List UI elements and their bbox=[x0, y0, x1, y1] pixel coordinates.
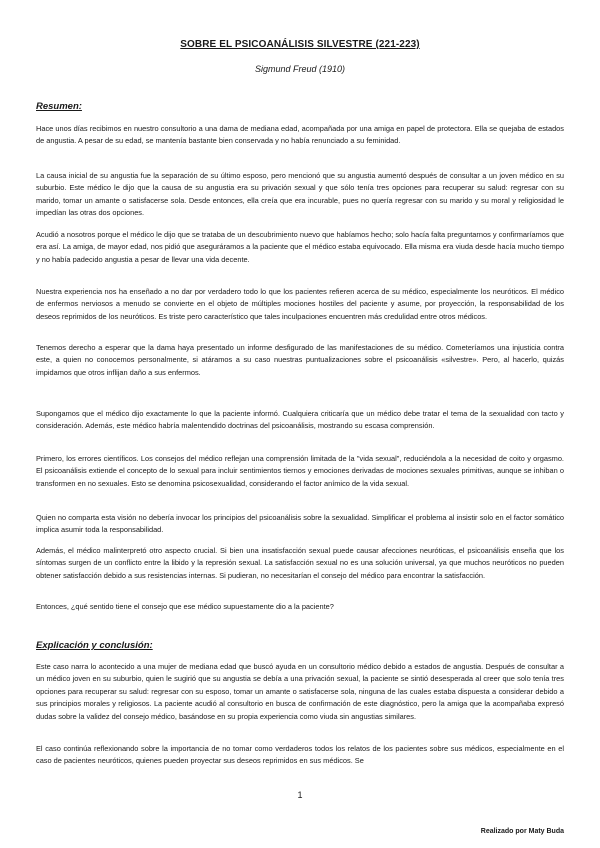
paragraph: Nuestra experiencia nos ha enseñado a no dar por verdadero todo lo que los pacientes refieren acerca de su médico, especialmente los neuróticos. El médico de enfermos nerviosos a menudo se convierte en el objeto de múltiples mociones hostiles del paciente y asume, por proyección, la responsabilidad de los deseos reprimidos de los neuróticos. Es triste pero característico que tales inculpaciones encuentren más credulidad entre otros médicos. bbox=[36, 287, 564, 321]
paragraph: Primero, los errores científicos. Los consejos del médico reflejan una comprensión limitada de la "vida sexual", reduciéndola a la necesidad de coito y orgasmo. El psicoanálisis extiende el concepto de lo sexual para incluir sentimientos tiernos y emociones derivadas de mociones sexuales primitivas, aunque se inhiban o transformen en no sexuales. Esto se denomina psicosexualidad, considerando el factor anímico de la vida sexual. bbox=[36, 454, 564, 488]
paragraph: Acudió a nosotros porque el médico le dijo que se trataba de un descubrimiento nuevo que habíamos hecho; solo hacía falta preguntarnos y confirmaríamos que era así. La amiga, de mayor edad, nos pidió que aseguráramos a la paciente que el médico estaba equivocado. Ella misma era viuda desde hacía mucho tiempo y no había padecido angustia a pesar de llevar una vida decente. bbox=[36, 230, 564, 264]
paragraph: Quien no comparta esta visión no debería invocar los principios del psicoanálisis sobre la sexualidad. Simplificar el problema al insistir solo en el factor somático implica asumir toda la responsabilidad. bbox=[36, 513, 564, 535]
paragraph: El caso continúa reflexionando sobre la importancia de no tomar como verdaderos todos los relatos de los pacientes sobre sus médicos, especialmente en el caso de pacientes neuróticos, quienes pueden proyectar sus deseos reprimidos en sus médicos. Se bbox=[36, 744, 564, 766]
page-number: 1 bbox=[297, 790, 303, 800]
paragraph: Hace unos días recibimos en nuestro consultorio a una dama de mediana edad, acompañada por una amiga en papel de protectora. Ella se quejaba de estados de angustia. A pesar de su edad, se mantenía bastante bien conservada y no había renunciado a su feminidad. bbox=[36, 124, 564, 146]
paragraph: Supongamos que el médico dijo exactamente lo que la paciente informó. Cualquiera criticaría que un médico debe tratar el tema de la sexualidad con tacto y consideración. Además, este médico habría malentendido doctrinas del psicoanálisis, mostrando su escasa comprensión. bbox=[36, 409, 564, 431]
document-title: SOBRE EL PSICOANÁLISIS SILVESTRE (221-223) bbox=[180, 39, 420, 50]
paragraph: Entonces, ¿qué sentido tiene el consejo que ese médico supuestamente dio a la paciente? bbox=[36, 602, 334, 611]
document-author: Sigmund Freud (1910) bbox=[254, 64, 346, 74]
author-credit: Realizado por Maty Buda bbox=[480, 828, 564, 835]
paragraph: Tenemos derecho a esperar que la dama haya presentado un informe desfigurado de las manifestaciones de su médico. Cometeríamos una injusticia contra este, a quien no conocemos personalmente, si atáramos a su caso nuestras puntualizaciones sobre el psicoanálisis «silvestre». Pero, al hacerlo, quizás impidamos que otros inflijan daño a sus enfermos. bbox=[36, 343, 564, 377]
paragraph: La causa inicial de su angustia fue la separación de su último esposo, pero mencionó que su angustia aumentó después de consultar a un joven médico en su suburbio. Este médico le dijo que la causa de su angustia era su privación sexual y que sólo tenía tres opciones para recuperar su salud: regresar con su marido, tomar un amante o satisfacerse sola. Desde entonces, ella creía que era incurable, pues no quería regresar con su marido y su moral y religiosidad le impedían las otras dos opciones. bbox=[36, 171, 564, 218]
section-heading-resumen: Resumen: bbox=[36, 101, 82, 112]
paragraph: Este caso narra lo acontecido a una mujer de mediana edad que buscó ayuda en un consultorio médico debido a estados de angustia. Después de consultar a un médico joven en su suburbio, quien le sugirió que su angustia se debía a una privación sexual, la paciente se sintió desesperada al creer que solo tenía tres opciones para recuperar su salud: regresar con su esposo, tomar un amante o satisfacerse sola, ninguna de las cuales estaba dispuesta a considerar debido a sus principios morales y religiosos. La paciente acudió al consultorio en busca de confirmación de este diagnóstico, pero la amiga que la acompañaba expresó dudas sobre la validez del consejo médico, basándose en su propia experiencia como viuda sin angustias similares. bbox=[36, 662, 564, 721]
paragraph: Además, el médico malinterpretó otro aspecto crucial. Si bien una insatisfacción sexual puede causar afecciones neuróticas, el psicoanálisis enseña que los síntomas surgen de un conflicto entre la libido y la represión sexual. La satisfacción sexual no es una solución universal, ya que muchos neuróticos no pueden obtener satisfacción debido a sus resistencias internas. Si pudieran, no necesitarían el consejo del médico para encontrar la satisfacción. bbox=[36, 546, 564, 580]
section-heading-explicacion: Explicación y conclusión: bbox=[36, 640, 153, 651]
